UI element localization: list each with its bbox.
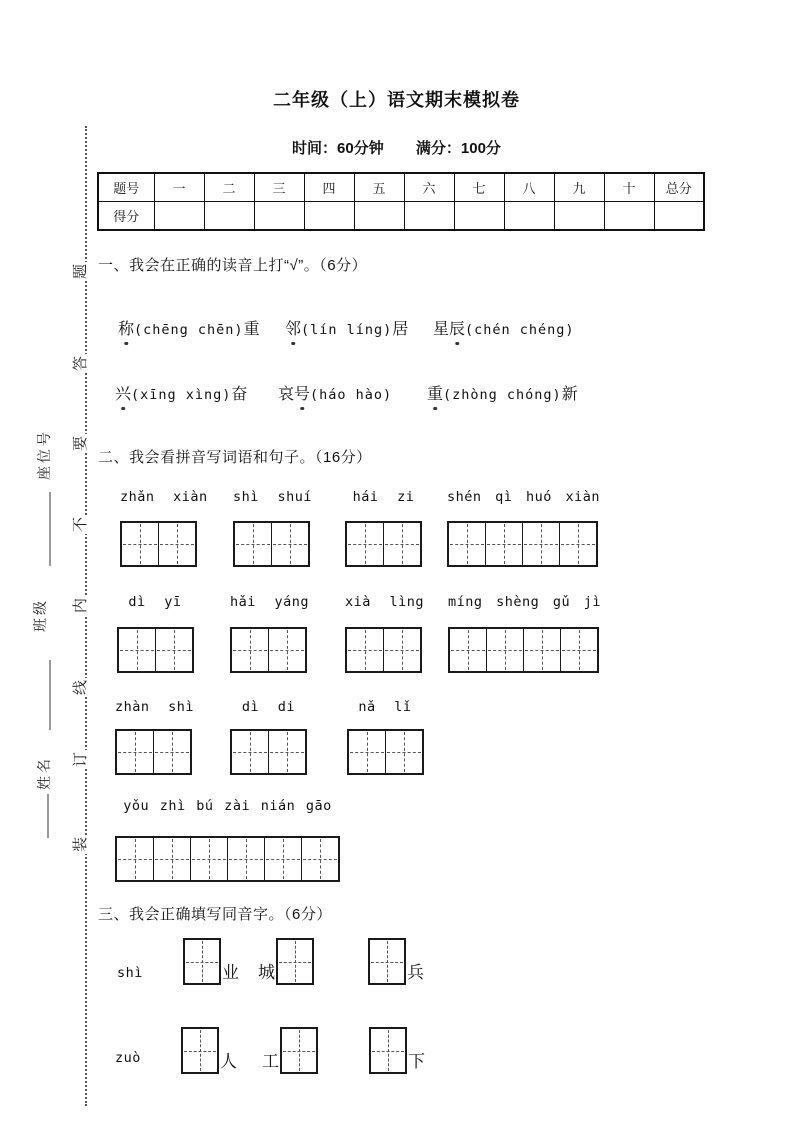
tianzige-cell: [486, 523, 523, 565]
score-table-header-cell: 四: [304, 173, 354, 202]
pronunciation-item: [427, 381, 578, 404]
tianzige-cell: [119, 629, 156, 671]
name-label: 姓名: [36, 756, 52, 790]
pinyin-label: dì di: [241, 699, 296, 715]
score-table-header-cell: 六: [404, 173, 454, 202]
score-table-header-row: [98, 173, 704, 202]
pinyin-label: xià lìng: [345, 594, 425, 610]
tianzige-grid: [448, 627, 599, 673]
item-pinyin-options: (zhòng chóng): [443, 387, 562, 403]
section3-heading: 三、我会正确填写同音字。（6分）: [98, 906, 332, 923]
name-blank-line: [47, 794, 49, 838]
tianzige-grid: [115, 729, 192, 775]
tianzige-box: [181, 1027, 219, 1074]
binding-char: 装: [69, 835, 90, 854]
class-blank-line: [49, 660, 51, 730]
score-cell: [404, 202, 454, 231]
item-pinyin-options: (chén chéng): [465, 322, 575, 338]
tianzige-cell: [154, 731, 190, 773]
tianzige-cell: [228, 838, 265, 880]
tianzige-cell: [117, 838, 154, 880]
pinyin-label: zhǎn xiàn: [120, 489, 208, 505]
score-table-header-cell: 总分: [654, 173, 704, 202]
homophone-group: [262, 1027, 319, 1074]
tianzige-box: [276, 938, 314, 985]
score-table-header-cell: 三: [254, 173, 304, 202]
tianzige-cell: [156, 629, 192, 671]
tianzige-cell: [347, 523, 384, 565]
score-table-header-cell: 十: [604, 173, 654, 202]
item-emph-char: 号: [294, 381, 310, 404]
tianzige-cell: [235, 523, 272, 565]
exam-meta: [0, 137, 793, 158]
tianzige-cell: [487, 629, 524, 671]
pinyin-label: hǎi yáng: [230, 594, 310, 610]
score-cell: [354, 202, 404, 231]
group-pre-char: 工: [262, 1052, 279, 1071]
pinyin-label: dì yī: [128, 594, 182, 610]
tianzige-cell: [450, 629, 487, 671]
item-emph-char: 邻: [285, 316, 301, 339]
pronunciation-item: [118, 316, 260, 339]
pinyin-label: míng shèng gǔ jì: [448, 594, 602, 610]
item-post-char: 重: [243, 321, 260, 338]
binding-char: 线: [69, 678, 90, 697]
tianzige-box: [368, 938, 406, 985]
score-table-header-cell: 一: [154, 173, 204, 202]
homophone-pinyin: shì: [117, 965, 143, 981]
section1-heading: 一、我会在正确的读音上打“√”。（6分）: [98, 257, 368, 274]
score-cell: [454, 202, 504, 231]
pronunciation-item: [285, 316, 408, 339]
tianzige-cell: [122, 523, 159, 565]
section2-heading: 二、我会看拼音写词语和句子。（16分）: [98, 449, 372, 466]
tianzige-cell: [191, 838, 228, 880]
score-table-header-cell: 二: [204, 173, 254, 202]
item-post-char: 居: [392, 321, 409, 338]
pinyin-label: zhàn shì: [115, 699, 195, 715]
tianzige-cell: [154, 838, 191, 880]
homophone-group: [180, 1027, 237, 1074]
score-table: [97, 172, 705, 231]
paper-title: 二年级（上）语文期末模拟卷: [273, 90, 520, 110]
tianzige-grid: [233, 521, 310, 567]
item-pre-char: 哀: [278, 386, 295, 403]
binding-char: 要: [69, 434, 90, 453]
score-cell: [154, 202, 204, 231]
group-post-char: 人: [220, 1052, 237, 1071]
tianzige-cell: [269, 629, 305, 671]
homophone-group: [368, 1027, 425, 1074]
item-pinyin-options: (lín líng): [301, 322, 393, 338]
tianzige-grid: [117, 627, 194, 673]
score-row-label: 得分: [98, 202, 154, 231]
tianzige-cell: [232, 731, 269, 773]
tianzige-cell: [347, 629, 384, 671]
time-limit: 时间：60分钟: [292, 140, 384, 157]
tianzige-cell: [269, 731, 305, 773]
tianzige-cell: [386, 731, 422, 773]
tianzige-cell: [185, 940, 219, 983]
binding-char: 题: [69, 262, 90, 281]
score-cell: [254, 202, 304, 231]
tianzige-cell: [282, 1029, 316, 1072]
tianzige-grid: [230, 729, 307, 775]
tianzige-box: [183, 938, 221, 985]
tianzige-grid: [230, 627, 307, 673]
pronunciation-item: [278, 381, 392, 404]
tianzige-cell: [561, 629, 597, 671]
tianzige-cell: [371, 1029, 405, 1072]
pinyin-label: yǒu zhì bú zài nián gāo: [123, 798, 332, 814]
tianzige-grid: [345, 521, 422, 567]
tianzige-cell: [117, 731, 154, 773]
binding-char: 订: [69, 750, 90, 769]
tianzige-cell: [159, 523, 195, 565]
item-emph-char: 重: [427, 381, 443, 404]
seat-number-label: 座位号: [36, 429, 52, 480]
tianzige-cell: [278, 940, 312, 983]
tianzige-cell: [183, 1029, 217, 1072]
tianzige-grid: [347, 729, 424, 775]
seat-number-blank-line: [49, 492, 51, 566]
item-pre-char: 星: [433, 321, 450, 338]
full-score: 满分：100分: [415, 140, 501, 157]
group-pre-char: 城: [258, 963, 275, 982]
group-post-char: 兵: [407, 963, 424, 982]
score-table-header-cell: 八: [504, 173, 554, 202]
tianzige-cell: [232, 629, 269, 671]
score-cell: [304, 202, 354, 231]
item-post-char: 奋: [231, 386, 248, 403]
score-table-header-cell: 五: [354, 173, 404, 202]
homophone-group: [258, 938, 315, 985]
score-cell: [554, 202, 604, 231]
score-table-header-cell: 七: [454, 173, 504, 202]
score-cell: [204, 202, 254, 231]
score-table-score-row: [98, 202, 704, 231]
item-pinyin-options: (xīng xìng): [131, 387, 232, 403]
tianzige-cell: [302, 838, 338, 880]
score-cell: [604, 202, 654, 231]
score-table-header-cell: 题号: [98, 173, 154, 202]
binding-char: 内: [69, 596, 90, 615]
tianzige-box: [280, 1027, 318, 1074]
tianzige-cell: [560, 523, 596, 565]
pronunciation-item: [433, 316, 575, 339]
pinyin-label: hái zi: [352, 489, 415, 505]
class-label: 班级: [32, 598, 48, 632]
pinyin-label: nǎ lǐ: [358, 699, 412, 715]
pronunciation-item: [115, 381, 247, 404]
homophone-group: [182, 938, 239, 985]
item-post-char: 新: [561, 386, 578, 403]
tianzige-grid: [120, 521, 197, 567]
tianzige-cell: [449, 523, 486, 565]
score-table-header-cell: 九: [554, 173, 604, 202]
item-emph-char: 称: [118, 316, 134, 339]
item-emph-char: 辰: [449, 316, 465, 339]
item-pinyin-options: (chēng chēn): [134, 322, 244, 338]
tianzige-cell: [349, 731, 386, 773]
tianzige-cell: [265, 838, 302, 880]
homophone-pinyin: zuò: [115, 1050, 141, 1066]
tianzige-cell: [370, 940, 404, 983]
score-cell: [504, 202, 554, 231]
tianzige-grid: [345, 627, 422, 673]
pinyin-label: shì shuí: [233, 489, 313, 505]
pinyin-label: shén qì huó xiàn: [447, 489, 601, 505]
item-emph-char: 兴: [115, 381, 131, 404]
homophone-group: [367, 938, 424, 985]
tianzige-cell: [272, 523, 308, 565]
tianzige-box: [369, 1027, 407, 1074]
tianzige-grid: [115, 836, 340, 882]
tianzige-cell: [523, 523, 560, 565]
tianzige-grid: [447, 521, 598, 567]
binding-char: 不: [69, 515, 90, 534]
item-pinyin-options: (háo hào): [310, 387, 393, 403]
binding-char: 答: [69, 354, 90, 373]
group-post-char: 业: [222, 963, 239, 982]
group-post-char: 下: [408, 1052, 425, 1071]
tianzige-cell: [384, 523, 420, 565]
tianzige-cell: [524, 629, 561, 671]
tianzige-cell: [384, 629, 420, 671]
score-cell: [654, 202, 704, 231]
